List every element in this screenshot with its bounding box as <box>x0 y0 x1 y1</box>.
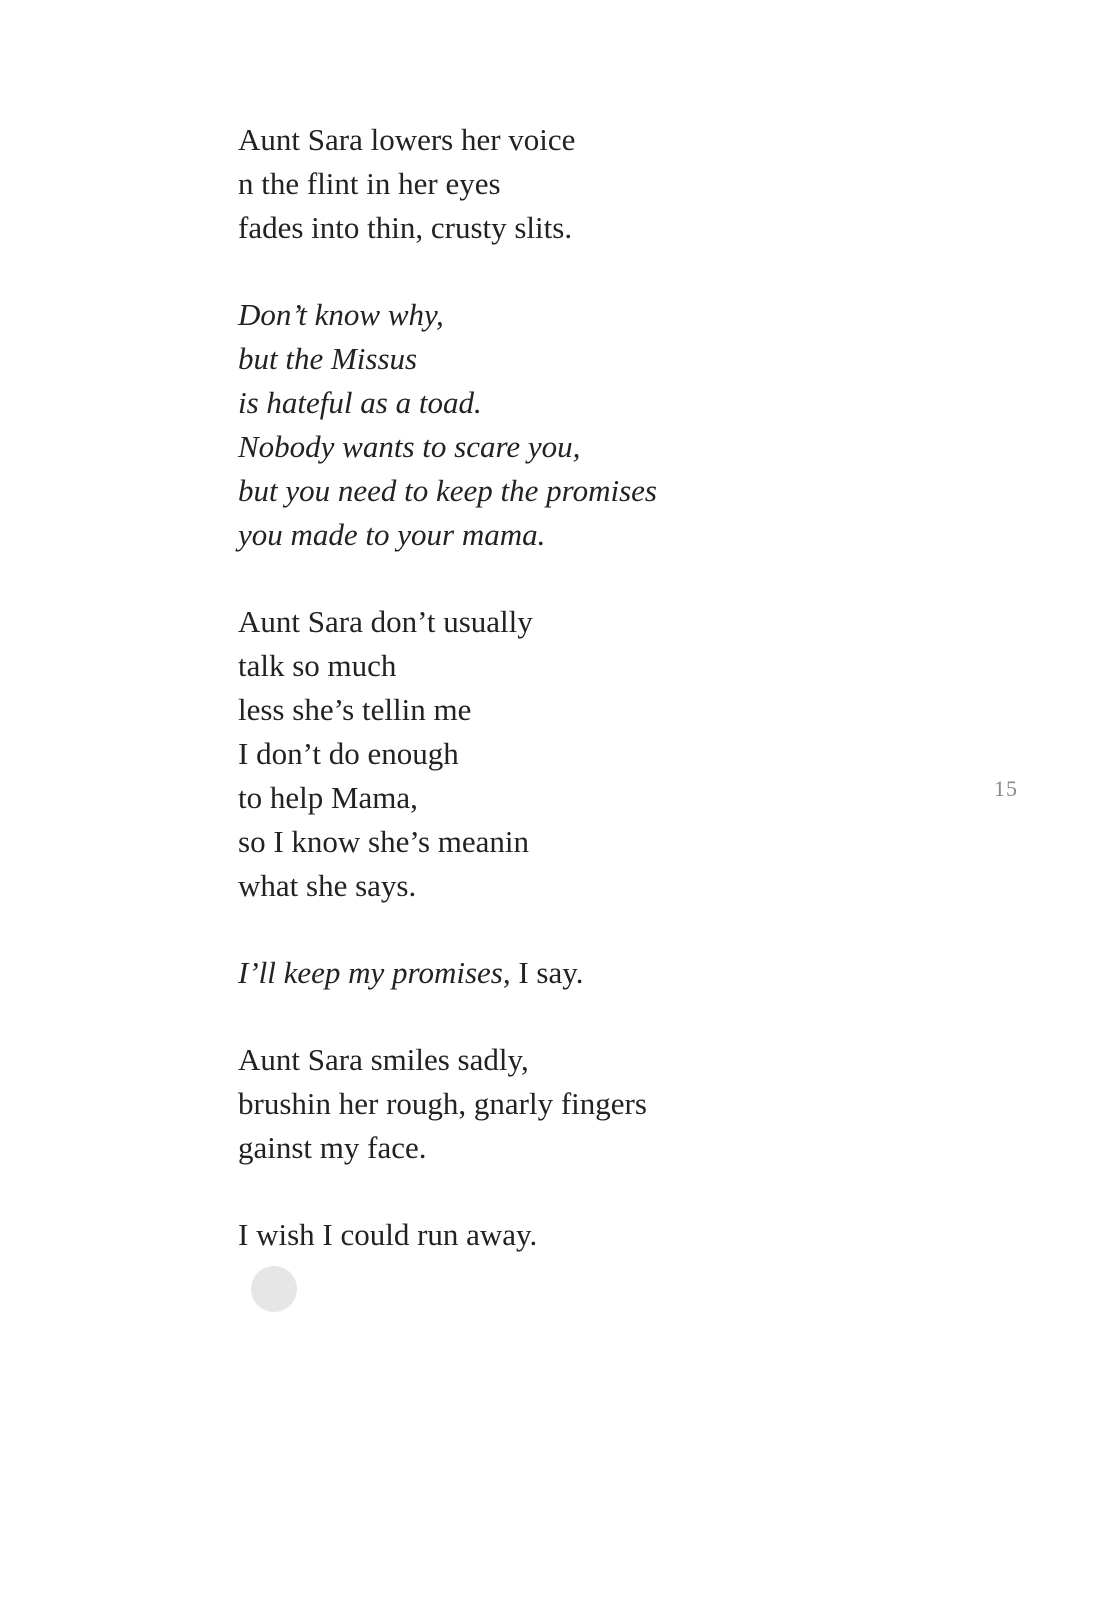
poem-line: Aunt Sara lowers her voice <box>238 122 576 157</box>
stanza-6 <box>238 1213 938 1257</box>
poem-line: Aunt Sara don’t usually <box>238 604 533 639</box>
stanza-2 <box>238 293 938 557</box>
poem-line: brushin her rough, gnarly fingers <box>238 1086 647 1121</box>
poem-line-mixed <box>238 951 938 995</box>
page-number: 15 <box>994 776 1018 801</box>
stanza-5 <box>238 1038 938 1170</box>
poem-line-italic: you made to your mama. <box>238 517 546 552</box>
speech-tag: I say. <box>510 955 584 990</box>
poem-line: to help Mama, <box>238 780 418 815</box>
poem-line: I don’t do enough <box>238 736 459 771</box>
circle-indicator-icon <box>251 1266 297 1312</box>
poem-line-italic: Don’t know why, <box>238 297 444 332</box>
poem-body <box>238 118 938 1300</box>
poem-line-italic: but you need to keep the promises <box>238 473 657 508</box>
spoken-promise: I’ll keep my promises, <box>238 955 511 990</box>
poem-line: fades into thin, crusty slits. <box>238 210 573 245</box>
poem-line: n the flint in her eyes <box>238 166 501 201</box>
poem-line: I wish I could run away. <box>238 1217 538 1252</box>
stanza-3 <box>238 600 938 908</box>
poem-line: talk so much <box>238 648 397 683</box>
poem-line-italic: is hateful as a toad. <box>238 385 482 420</box>
poem-line: what she says. <box>238 868 417 903</box>
poem-line-italic: Nobody wants to scare you, <box>238 429 581 464</box>
stanza-1 <box>238 118 938 250</box>
poem-line: Aunt Sara smiles sadly, <box>238 1042 529 1077</box>
stanza-4 <box>238 951 938 995</box>
poem-line: less she’s tellin me <box>238 692 472 727</box>
poem-line-italic: but the Missus <box>238 341 418 376</box>
poem-line: so I know she’s meanin <box>238 824 530 859</box>
poem-line: gainst my face. <box>238 1130 427 1165</box>
